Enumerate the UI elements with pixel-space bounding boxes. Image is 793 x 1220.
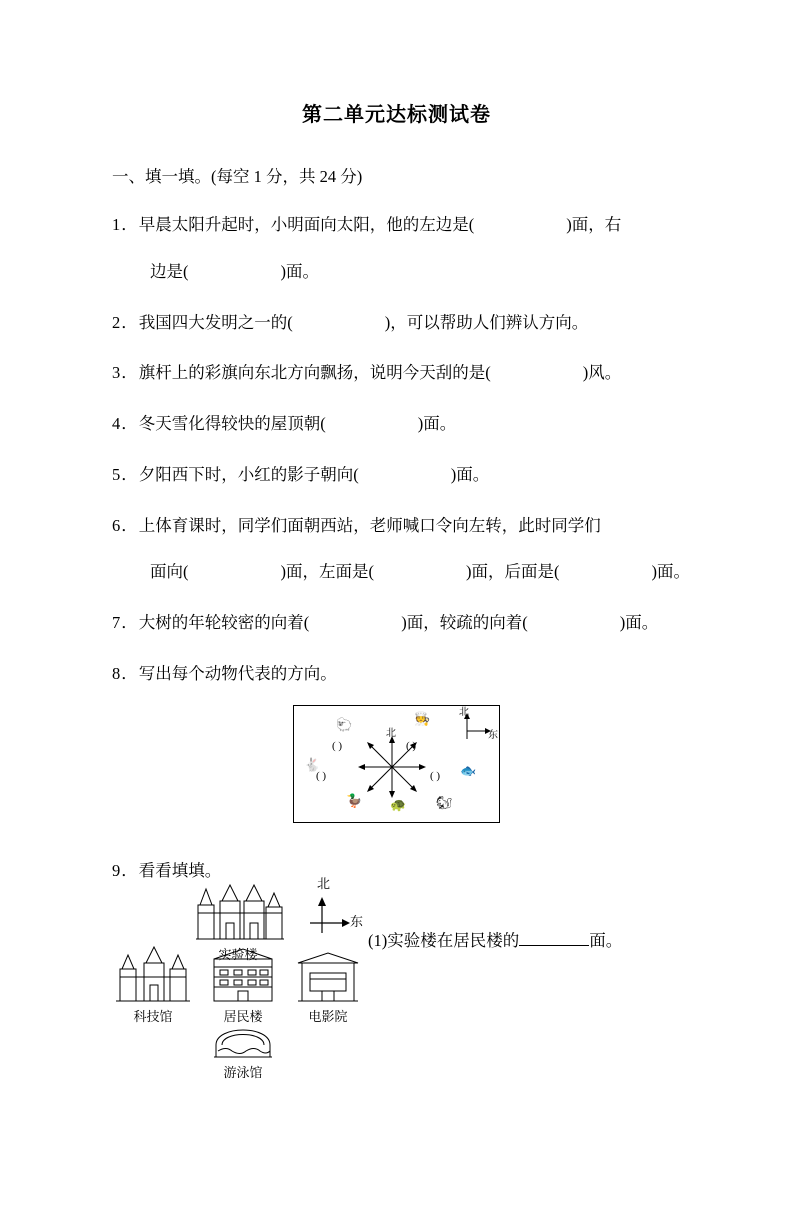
figure-8-center-north-label: 北 <box>386 727 396 739</box>
question-4-number: 4． <box>112 414 139 433</box>
question-6-text-e: )面。 <box>651 562 690 582</box>
question-3-text-a: 旗杆上的彩旗向东北方向飘扬，说明今天刮的是( <box>138 363 491 383</box>
question-5-text-a: 夕阳西下时，小红的影子朝向( <box>138 464 359 484</box>
figure-8-compass-north-label: 北 <box>459 706 469 718</box>
question-2-text-a: 我国四大发明之一的( <box>138 312 293 332</box>
building-label: 科技馆 <box>133 1008 173 1024</box>
question-9-sub1-end: 面。 <box>589 930 623 950</box>
animal-sheep-icon: 🐑 <box>336 716 353 732</box>
animal-fish-icon: 🐟 <box>460 762 477 778</box>
question-5 <box>112 463 712 488</box>
building-label: 实验楼 <box>218 946 258 962</box>
building-label: 电影院 <box>308 1008 348 1024</box>
question-6-text-b: 面向( <box>150 562 189 582</box>
question-9-text: 看看填填。 <box>138 860 222 880</box>
question-1-text-a: 早晨太阳升起时，小明面向太阳，他的左边是( <box>138 215 475 234</box>
question-4-text-a: 冬天雪化得较快的屋顶朝( <box>138 414 326 433</box>
question-8-text: 写出每个动物代表的方向。 <box>138 663 337 683</box>
answer-blank-paren[interactable]: ( ) <box>316 769 327 782</box>
question-1-text-d: )面。 <box>280 261 319 281</box>
question-7-number: 7． <box>112 613 139 632</box>
exam-page <box>0 98 793 1220</box>
answer-blank[interactable] <box>519 931 589 946</box>
question-8 <box>112 662 712 687</box>
figure-9-map <box>110 875 670 1080</box>
question-6-text-a: 上体育课时，同学们面朝西站，老师喊口令向左转，此时同学们 <box>138 515 601 535</box>
question-4-text-b: )面。 <box>417 414 457 433</box>
building-kejiguan <box>110 945 196 1025</box>
building-dianyingyuan <box>288 945 368 1025</box>
question-6-line2 <box>150 560 793 585</box>
animal-turtle-icon: 🐢 <box>390 796 407 812</box>
question-1-line2 <box>150 260 793 285</box>
question-2-number: 2． <box>112 312 139 332</box>
question-3-text-b: )风。 <box>582 363 622 383</box>
eight-direction-rose-icon <box>356 736 428 798</box>
building-label: 居民楼 <box>223 1008 263 1024</box>
theater-icon <box>288 945 368 1005</box>
question-6-text-d: )面，后面是( <box>466 562 560 582</box>
page-title: 第二单元达标测试卷 <box>302 104 491 126</box>
castle-icon <box>110 945 196 1005</box>
question-6-text-c: )面，左面是( <box>280 562 374 582</box>
question-1-text-b: )面，右 <box>566 215 622 234</box>
question-2 <box>112 311 712 336</box>
question-1-number: 1． <box>112 215 139 234</box>
compass-east-label: 东 <box>350 913 364 929</box>
answer-blank-paren[interactable]: ( ) <box>406 739 417 752</box>
question-6 <box>112 514 712 539</box>
question-7-text-a: 大树的年轮较密的向着( <box>138 613 310 632</box>
castle-icon <box>188 883 288 943</box>
figure-8-compass-diagram <box>293 705 500 823</box>
animal-chef-icon: 🧑‍🍳 <box>414 710 431 726</box>
question-4 <box>112 412 712 437</box>
question-5-text-b: )面。 <box>450 464 490 484</box>
building-label: 游泳馆 <box>223 1064 263 1080</box>
question-5-number: 5． <box>112 464 139 484</box>
figure-8-wrapper <box>0 705 793 823</box>
question-9-sub1-text: (1)实验楼在居民楼的 <box>368 930 520 950</box>
question-7 <box>112 611 712 636</box>
section-heading-1: 一、填一填。(每空 1 分，共 24 分) <box>112 167 363 186</box>
answer-blank-paren[interactable]: ( ) <box>430 769 441 782</box>
question-9-number: 9． <box>112 860 139 880</box>
animal-duck-icon: 🦆 <box>346 792 363 808</box>
question-1-text-c: 边是( <box>150 261 189 281</box>
question-1 <box>112 213 712 238</box>
building-icon <box>200 945 286 1005</box>
question-9 <box>112 857 793 881</box>
question-3 <box>112 361 712 386</box>
compass-north-label: 北 <box>317 875 331 891</box>
compass-indicator-icon <box>447 711 493 745</box>
answer-blank-paren[interactable]: ( ) <box>332 739 343 752</box>
compass-indicator-icon <box>298 889 358 945</box>
question-2-text-b: )，可以帮助人们辨认方向。 <box>384 312 589 332</box>
figure-8-compass-east-label: 东 <box>488 729 498 741</box>
animal-rabbit-icon: 🐇 <box>304 756 321 772</box>
building-youyongguan <box>200 1011 286 1081</box>
pool-icon <box>200 1011 286 1061</box>
question-7-text-b: )面，较疏的向着( <box>401 613 528 632</box>
question-6-number: 6． <box>112 515 139 535</box>
question-3-number: 3． <box>112 363 139 383</box>
question-8-number: 8． <box>112 663 139 683</box>
question-7-text-c: )面。 <box>619 613 659 632</box>
animal-squirrel-icon: 🐿 <box>436 794 453 810</box>
question-9-sub1 <box>368 927 622 951</box>
